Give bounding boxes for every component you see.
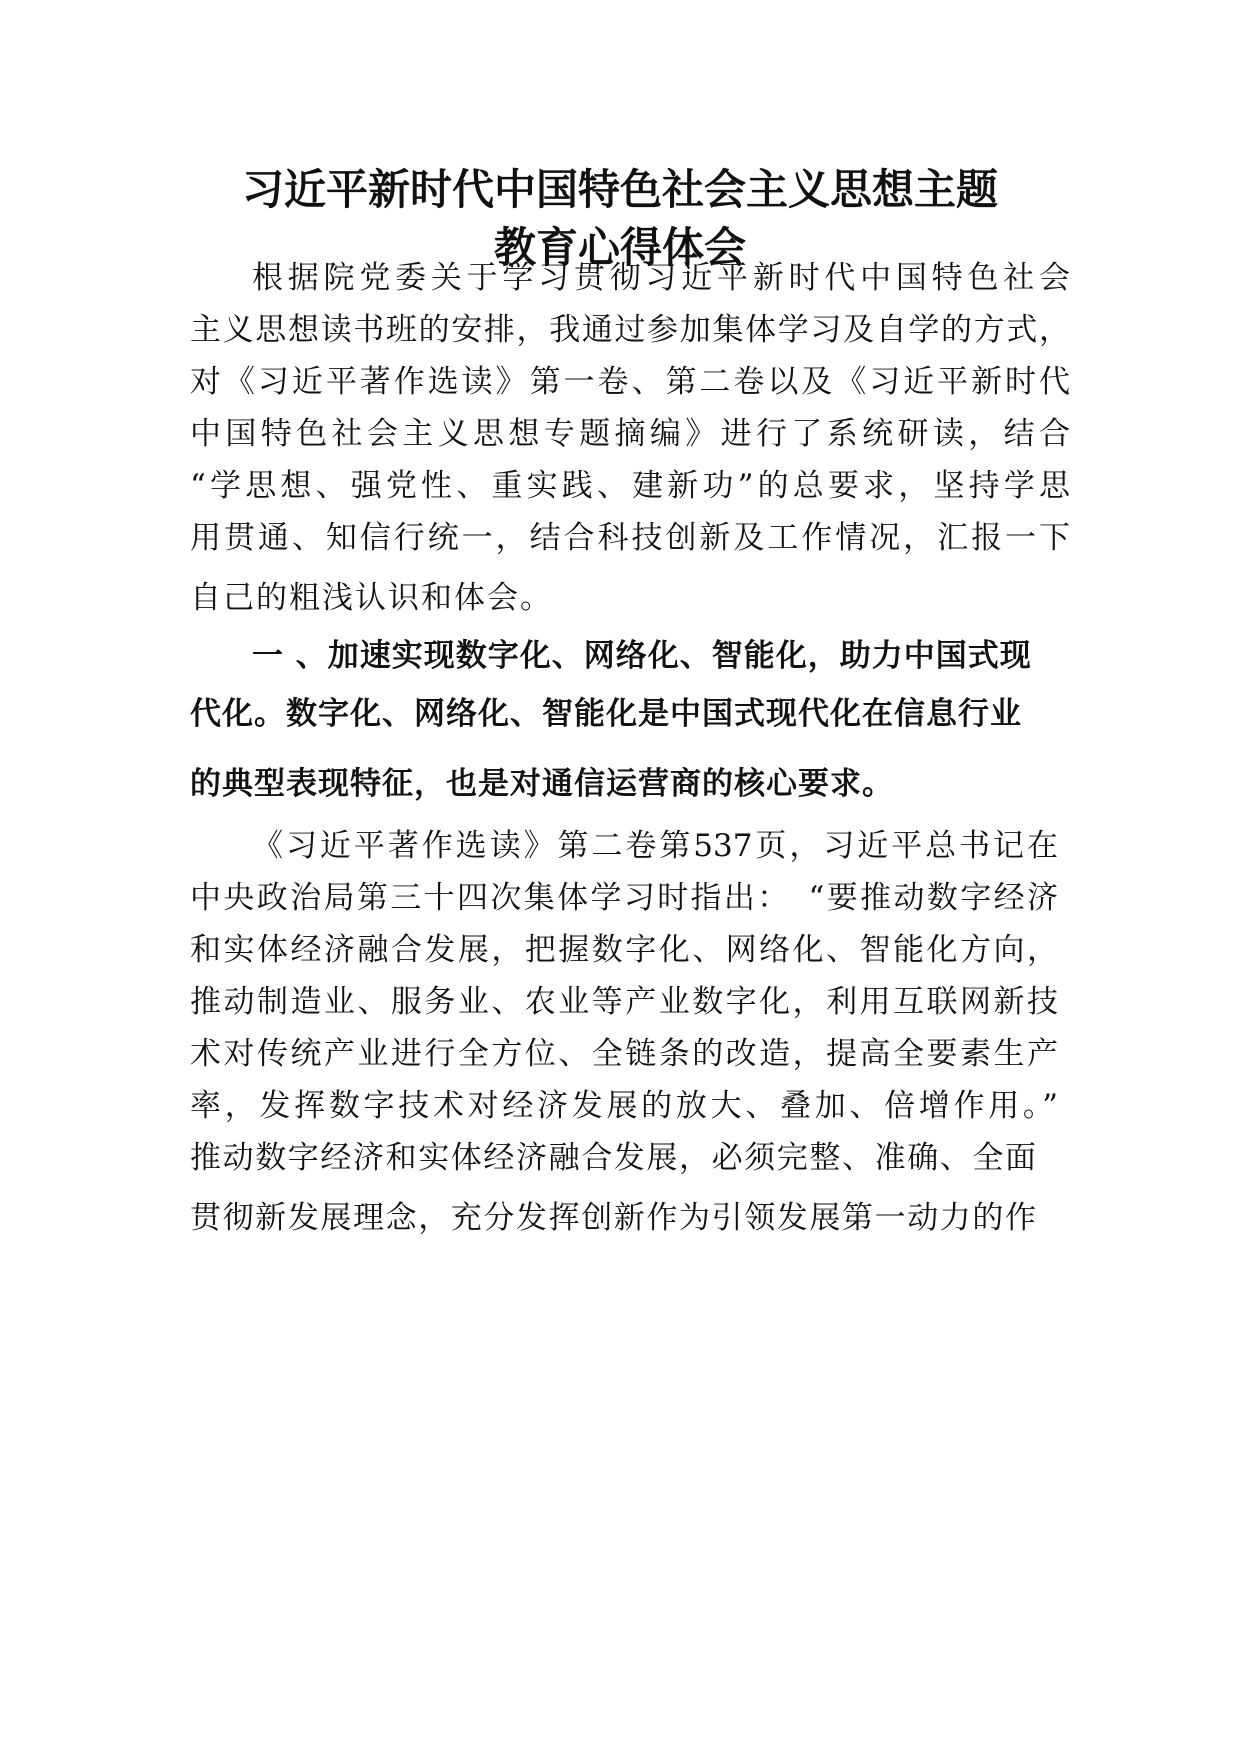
section-1-line-3: 的典型表现特征，也是对通信运营商的核心要求。 <box>190 766 894 802</box>
body-line-1: 《习近平著作选读》第二卷第537页，习近平总书记在 <box>252 828 1058 864</box>
body-line-2: 中央政治局第三十四次集体学习时指出： “要推动数字经济 <box>190 880 1058 916</box>
document-title-line-2: 教育心得体会 <box>493 223 746 272</box>
body-line-7: 推动数字经济和实体经济融合发展，必须完整、准确、全面 <box>190 1140 1036 1176</box>
intro-line-1: 根据院党委关于学习贯彻习近平新时代中国特色社会 <box>252 260 1070 296</box>
intro-line-6: 用贯通、知信行统一，结合科技创新及工作情况，汇报一下 <box>190 520 1070 556</box>
intro-line-7: 自己的粗浅认识和体会。 <box>190 580 553 616</box>
document-title-line-1: 习近平新时代中国特色社会主义思想主题 <box>241 165 998 214</box>
body-line-8: 贯彻新发展理念，充分发挥创新作为引领发展第一动力的作 <box>190 1200 1036 1236</box>
body-line-5: 术对传统产业进行全方位、全链条的改造，提高全要素生产 <box>190 1036 1058 1072</box>
intro-line-2: 主义思想读书班的安排，我通过参加集体学习及自学的方式， <box>190 312 1070 348</box>
intro-line-5: “学思想、强党性、重实践、建新功”的总要求，坚持学思 <box>190 468 1070 504</box>
intro-line-3: 对《习近平著作选读》第一卷、第二卷以及《习近平新时代 <box>190 364 1070 400</box>
section-1-line-2: 代化。数字化、网络化、智能化是中国式现代化在信息行业 <box>190 696 1022 732</box>
section-1-line-1: 一 、加速实现数字化、网络化、智能化，助力中国式现 <box>252 638 1032 674</box>
body-line-6: 率，发挥数字技术对经济发展的放大、叠加、倍增作用。” <box>190 1088 1058 1124</box>
body-line-4: 推动制造业、服务业、农业等产业数字化，利用互联网新技 <box>190 984 1058 1020</box>
intro-line-4: 中国特色社会主义思想专题摘编》进行了系统研读，结合 <box>190 416 1070 452</box>
body-line-3: 和实体经济融合发展，把握数字化、网络化、智能化方向， <box>190 932 1058 968</box>
